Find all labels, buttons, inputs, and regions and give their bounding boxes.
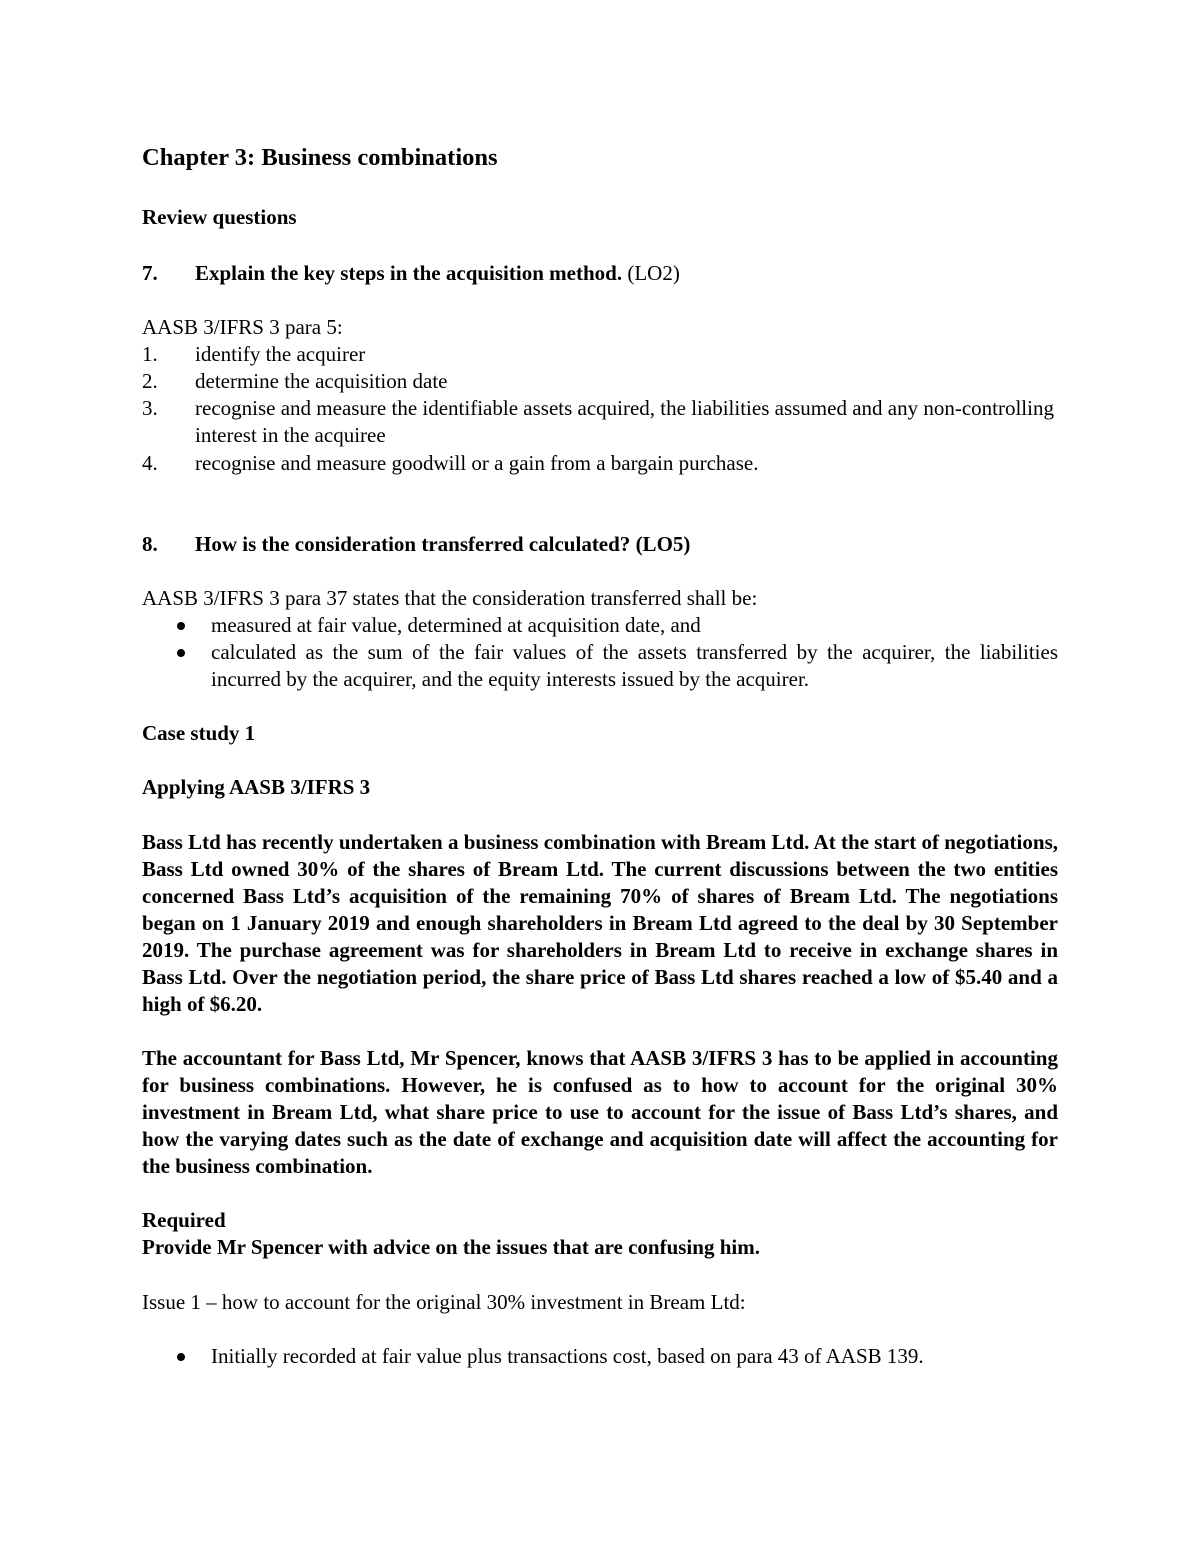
bullet-text: calculated as the sum of the fair values of the assets transferred by the acquirer, the liabilities incurred by the acquirer, and the equity interests issued by the acquirer. (211, 640, 1058, 691)
required-label: Required (142, 1208, 226, 1232)
step-number: 4. (142, 451, 158, 475)
question-7-text: Explain the key steps in the acquisition method. (195, 261, 623, 285)
required-text: Provide Mr Spencer with advice on the issues that are confusing him. (142, 1235, 760, 1259)
step-text: determine the acquisition date (195, 369, 448, 393)
question-7-number: 7. (142, 261, 158, 285)
question-7-text-wrap (195, 260, 1058, 287)
question-8-text: How is the consideration transferred calculated? (195, 532, 631, 556)
case-study-heading: Case study 1 (142, 721, 256, 745)
step-text: recognise and measure goodwill or a gain from a bargain purchase. (195, 451, 759, 475)
step-number: 1. (142, 342, 158, 366)
bullet-text: measured at fair value, determined at acquisition date, and (211, 613, 701, 637)
bullet-text: Initially recorded at fair value plus transactions cost, based on para 43 of AASB 139. (211, 1344, 924, 1368)
case-study-paragraph-1: Bass Ltd has recently undertaken a business combination with Bream Ltd. At the start of negotiations, Bass Ltd owned 30% of the shares of Bream Ltd. The current discussions between the two entities concerned Bass Ltd’s acquisition of the remaining 70% of shares of Bream Ltd. The negotiations began on 1 January 2019 and enough shareholders in Bream Ltd agreed to the deal by 30 September 2019. The purchase agreement was for shareholders in Bream Ltd to receive in exchange shares in Bass Ltd. Over the negotiation period, the share price of Bass Ltd shares reached a low of $5.40 and a high of $6.20. (142, 830, 1058, 1016)
question-8-tag: (LO5) (635, 532, 691, 556)
question-7-tag: (LO2) (627, 261, 680, 285)
step-number: 3. (142, 396, 158, 420)
step-text: identify the acquirer (195, 342, 366, 366)
step-text: recognise and measure the identifiable assets acquired, the liabilities assumed and any non-controlling interest in the acquiree (195, 396, 1054, 447)
page-title: Chapter 3: Business combinations (142, 144, 498, 171)
step-number: 2. (142, 369, 158, 393)
bullet-icon (177, 1353, 185, 1361)
bullet-icon (177, 622, 185, 630)
question-8-text-wrap (195, 531, 1058, 558)
question-7-intro: AASB 3/IFRS 3 para 5: (142, 315, 343, 339)
case-study-subheading: Applying AASB 3/IFRS 3 (142, 775, 371, 799)
issue-1-heading: Issue 1 – how to account for the original 30% investment in Bream Ltd: (142, 1290, 746, 1314)
case-study-paragraph-2: The accountant for Bass Ltd, Mr Spencer, knows that AASB 3/IFRS 3 has to be applied in accounting for business combinations. However, he is confused as to how to account for the original 30% investment in Bream Ltd, what share price to use to account for the issue of Bass Ltd’s shares, and how the varying dates such as the date of exchange and acquisition date will affect the accounting for the business combination. (142, 1046, 1058, 1178)
bullet-icon (177, 649, 185, 657)
review-questions-heading: Review questions (142, 205, 297, 229)
question-8-number: 8. (142, 532, 158, 556)
question-8-intro: AASB 3/IFRS 3 para 37 states that the consideration transferred shall be: (142, 586, 758, 610)
